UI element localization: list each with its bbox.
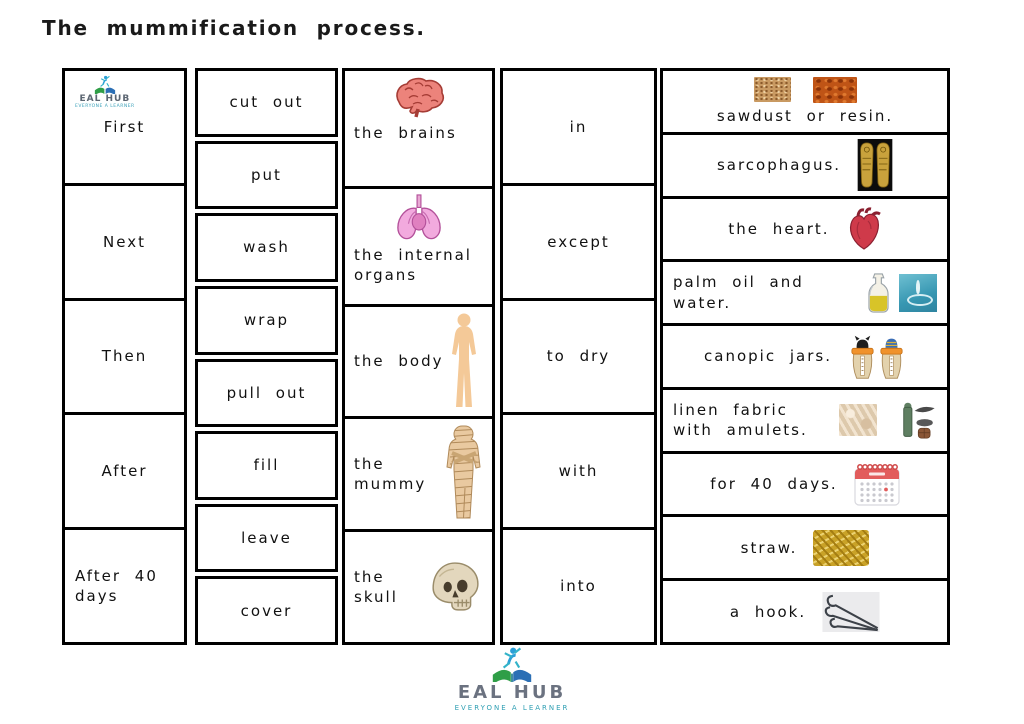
heart-icon: [846, 207, 882, 251]
canopic-jars-icon: [848, 334, 906, 380]
sequence-cell-after-40-days: [62, 527, 187, 645]
eal-hub-logo-name: EAL HUB: [457, 682, 567, 703]
complement-cell-linen-fabric-with-amulets: [660, 387, 950, 454]
verb-label: leave: [241, 528, 292, 547]
object-label: the body: [354, 352, 444, 371]
oil-bottle-icon: [866, 273, 891, 313]
water-icon: [899, 274, 937, 312]
complement-label: sawdust or resin.: [716, 106, 894, 125]
verb-cell-wash: [195, 213, 338, 282]
resin-icon: [813, 77, 857, 103]
verb-cell-cut-out: [195, 68, 338, 137]
complement-images: [754, 77, 857, 103]
complement-label: palm oil and water.: [673, 273, 804, 312]
verb-cell-put: [195, 141, 338, 210]
object-cell-mummy: [342, 416, 495, 532]
brain-icon: [391, 76, 447, 120]
sequence-label: Next: [103, 232, 146, 251]
complement-label: sarcophagus.: [716, 156, 842, 175]
complement-images: [866, 273, 937, 313]
preposition-cell-into: [500, 527, 657, 645]
linen-icon: [839, 404, 877, 436]
skull-icon: [428, 561, 482, 613]
verb-cell-cover: [195, 576, 338, 645]
complement-cell-for-40-days: [660, 451, 950, 518]
mummy-icon: [446, 424, 482, 524]
eal-hub-logo-name: EAL HUB: [79, 94, 131, 104]
body-icon: [446, 311, 482, 411]
verb-label: wash: [243, 238, 290, 257]
complement-cell-sawdust-or-resin: [660, 68, 950, 135]
complement-images: [839, 400, 937, 440]
eal-hub-logo-tagline: EVERYONE A LEARNER: [454, 704, 570, 712]
complement-label: for 40 days.: [710, 474, 838, 493]
sequence-cell-first: [62, 68, 187, 186]
object-cell-skull: [342, 529, 495, 645]
sarcophagus-icon: [857, 139, 893, 191]
sequence-label: Then: [101, 347, 148, 366]
sawdust-icon: [754, 77, 791, 102]
preposition-cell-to-dry: [500, 298, 657, 416]
verb-label: fill: [253, 456, 280, 475]
object-cell-body: [342, 304, 495, 420]
complement-cell-palm-oil-and-water: [660, 259, 950, 326]
preposition-label: with: [558, 462, 599, 481]
complement-cell-sarcophagus: [660, 132, 950, 199]
preposition-cell-with: [500, 412, 657, 530]
complement-cell-canopic-jars: [660, 323, 950, 390]
object-cell-brains: [342, 68, 495, 189]
verb-label: pull out: [226, 383, 307, 402]
complement-label: straw.: [740, 538, 798, 557]
amulets-icon: [885, 400, 937, 440]
hooks-icon: [822, 592, 880, 632]
sequence-label: After: [101, 462, 148, 481]
sequence-label: After 40 days: [75, 566, 158, 606]
eal-hub-logo-icon: [92, 75, 118, 94]
object-label: the skull: [354, 567, 398, 607]
verb-label: cut out: [229, 93, 304, 112]
verb-cell-leave: [195, 504, 338, 573]
verb-label: put: [251, 165, 282, 184]
column-prepositions: [500, 68, 657, 645]
column-verbs: [195, 68, 338, 645]
calendar-icon: [854, 462, 900, 506]
object-label: the brains: [354, 124, 457, 142]
complement-label: a hook.: [729, 602, 807, 621]
sequence-cell-next: [62, 183, 187, 301]
preposition-cell-in: [500, 68, 657, 186]
column-sequence: [62, 68, 187, 645]
lungs-icon: [393, 194, 445, 242]
column-complements: [660, 68, 950, 645]
complement-cell-the-heart: [660, 196, 950, 263]
preposition-label: into: [560, 576, 597, 595]
eal-hub-footer-logo: [0, 646, 1024, 712]
object-label: the mummy: [354, 455, 427, 494]
verb-label: wrap: [243, 311, 290, 330]
complement-label: the heart.: [728, 219, 830, 238]
preposition-label: in: [569, 117, 588, 136]
eal-hub-mini-logo: [75, 75, 135, 110]
preposition-cell-except: [500, 183, 657, 301]
complement-label: linen fabric with amulets.: [673, 401, 808, 440]
verb-label: cover: [240, 601, 293, 620]
object-cell-internal-organs: [342, 186, 495, 307]
complement-cell-a-hook: [660, 578, 950, 645]
eal-hub-logo-tagline: EVERYONE A LEARNER: [75, 104, 135, 109]
straw-icon: [813, 530, 869, 566]
preposition-label: except: [547, 232, 610, 251]
verb-cell-wrap: [195, 286, 338, 355]
object-label: the internal organs: [354, 245, 472, 285]
column-objects: [342, 68, 495, 645]
sequence-cell-then: [62, 298, 187, 416]
sequence-label: First: [103, 117, 146, 136]
eal-hub-logo-icon: [488, 646, 536, 682]
complement-label: canopic jars.: [704, 347, 832, 366]
page-title: The mummification process.: [42, 16, 426, 40]
sequence-cell-after: [62, 412, 187, 530]
preposition-label: to dry: [546, 347, 611, 366]
complement-cell-straw: [660, 514, 950, 581]
verb-cell-fill: [195, 431, 338, 500]
verb-cell-pull-out: [195, 359, 338, 428]
